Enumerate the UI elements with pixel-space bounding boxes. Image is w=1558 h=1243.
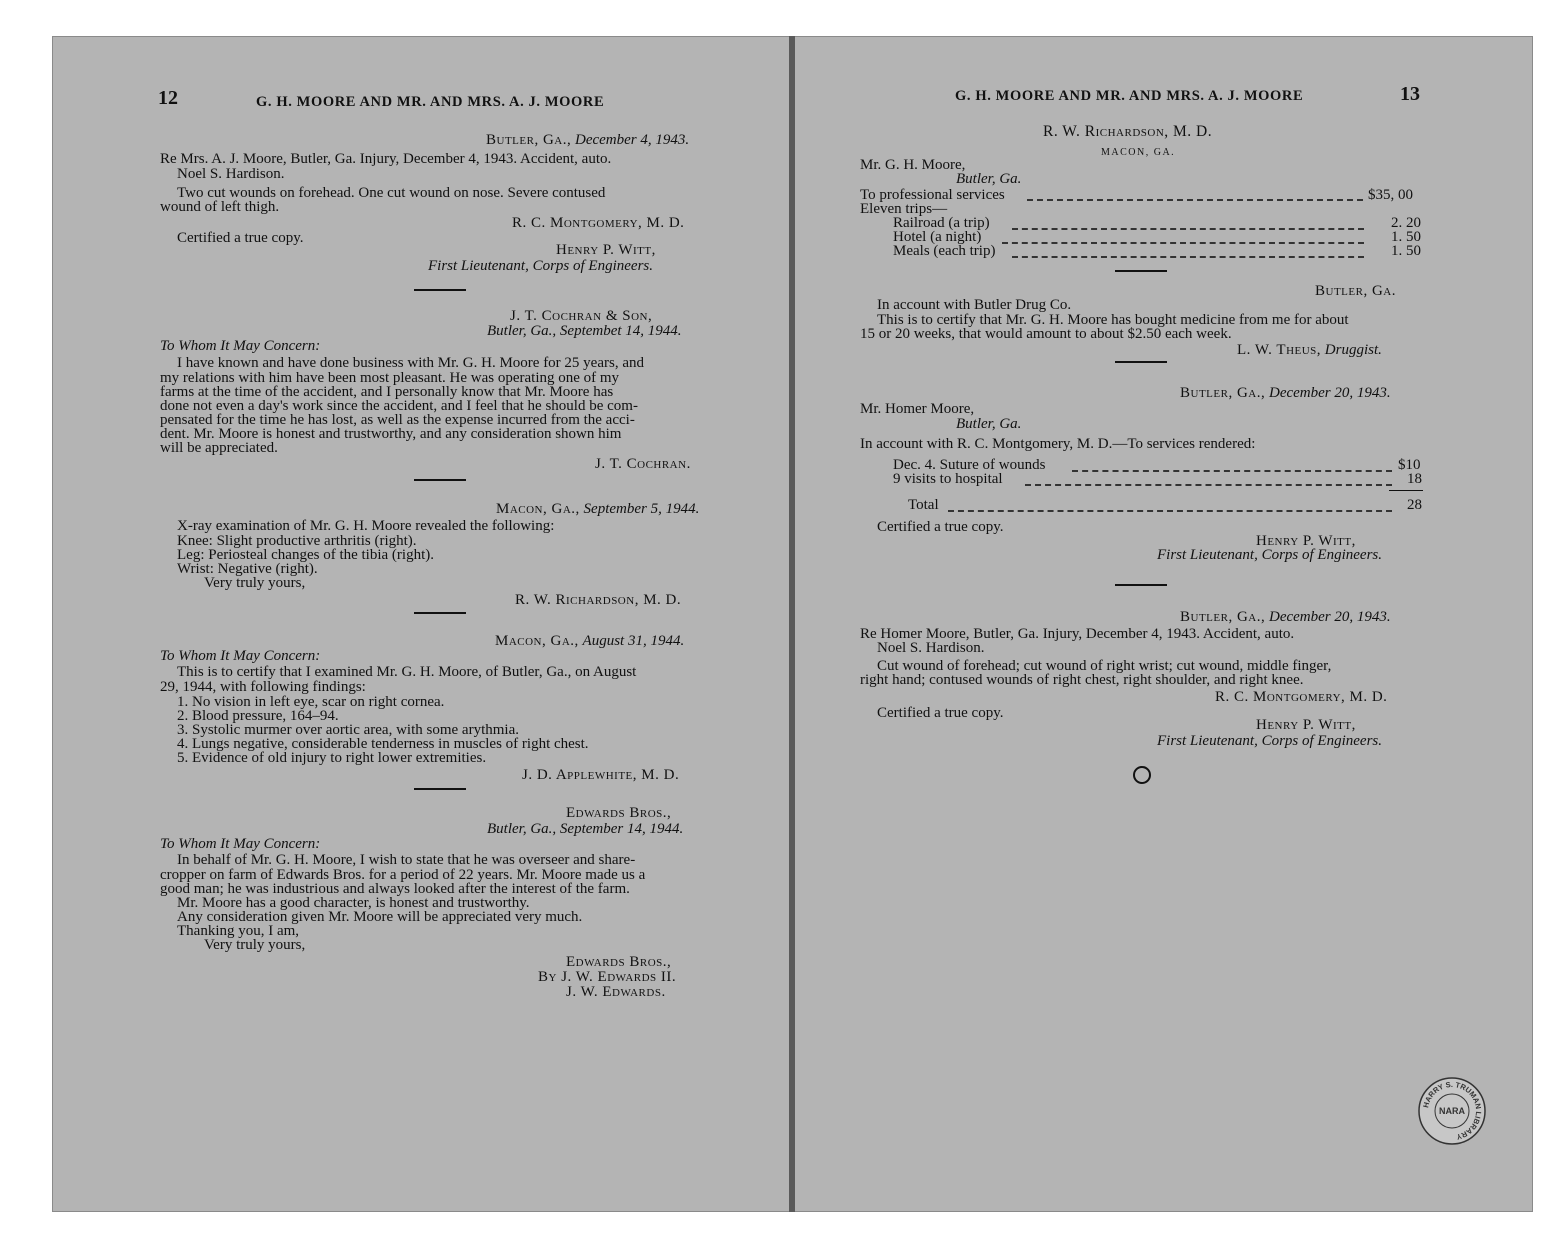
body-line: I have known and have done business with Mr. G. H. Moore for 25 years, and (177, 355, 644, 371)
item-amount: 1. 50 (1391, 229, 1421, 245)
dateline-place: Butler, Ga., (1180, 609, 1266, 625)
doctor-name: R. W. Richardson, M. D. (1043, 123, 1213, 140)
certified-line: Certified a true copy. (877, 519, 1004, 535)
section-divider (1115, 270, 1167, 272)
body-line: good man; he was industrious and always looked after the interest of the farm. (160, 881, 630, 897)
signature-title: Druggist. (1324, 342, 1382, 358)
body-line: my relations with him have been most pleasant. He was operating one of my (160, 370, 620, 386)
section-divider (414, 479, 466, 481)
body-line: In behalf of Mr. G. H. Moore, I wish to state that he was overseer and share- (177, 852, 636, 868)
body-line: done not even a day's work since the accident, and I feel that he should be com- (160, 398, 638, 414)
item-amount: 2. 20 (1391, 215, 1421, 231)
dateline-date: December 20, 1943. (1268, 385, 1391, 401)
account-line: In account with Butler Drug Co. (877, 297, 1072, 313)
item-label: Eleven trips— (860, 201, 948, 217)
sum-rule (1389, 490, 1423, 491)
book-gutter (789, 36, 795, 1212)
item-label: Meals (each trip) (893, 243, 996, 259)
item-amount: 18 (1407, 471, 1422, 487)
dateline-date: December 4, 1943. (574, 132, 690, 148)
item-label: Hotel (a night) (893, 229, 982, 245)
certified-line: Certified a true copy. (177, 230, 304, 246)
bill-to-name: Mr. G. H. Moore, (860, 157, 966, 173)
finding-item: 1. No vision in left eye, scar on right cornea. (177, 694, 445, 710)
dateline-place: Macon, Ga., (495, 633, 579, 649)
item-label: Dec. 4. Suture of wounds (893, 457, 1046, 473)
finding-item: 4. Lungs negative, considerable tenderness in muscles of right chest. (177, 736, 589, 752)
witness-title: First Lieutenant, Corps of Engineers. (1157, 547, 1382, 563)
finding-item: 2. Blood pressure, 164–94. (177, 708, 339, 724)
signature: J. D. Applewhite, M. D. (522, 767, 680, 783)
body-line: X-ray examination of Mr. G. H. Moore revealed the following: (177, 518, 555, 534)
circle-mark (1133, 766, 1151, 784)
body-line: 15 or 20 weeks, that would amount to about $2.50 each week. (860, 326, 1232, 342)
leader-dots (1072, 470, 1392, 472)
account-line: In account with R. C. Montgomery, M. D.—To services rendered: (860, 436, 1256, 452)
witness-name: Henry P. Witt, (1256, 533, 1356, 549)
body-line: This is to certify that I examined Mr. G. H. Moore, of Butler, Ga., on August (177, 664, 637, 680)
item-label: Railroad (a trip) (893, 215, 990, 231)
witness-title: First Lieutenant, Corps of Engineers. (428, 258, 653, 274)
salutation: To Whom It May Concern: (160, 338, 321, 354)
stamp-ring-text: HARRY S. TRUMAN LIBRARY (1421, 1079, 1484, 1142)
signature: By J. W. Edwards II. (538, 969, 677, 985)
body-line: Any consideration given Mr. Moore will be appreciated very much. (177, 909, 583, 925)
dateline-place: Butler, Ga., (1180, 385, 1266, 401)
re-line-2: Noel S. Hardison. (177, 166, 285, 182)
body-line: Leg: Periosteal changes of the tibia (right). (177, 547, 434, 563)
nara-library-stamp (1417, 1076, 1487, 1146)
body-line: right hand; contused wounds of right chest, right shoulder, and right knee. (860, 672, 1304, 688)
section-divider (1115, 584, 1167, 586)
body-line: Cut wound of forehead; cut wound of right wrist; cut wound, middle finger, (877, 658, 1332, 674)
item-amount: $10 (1398, 457, 1421, 473)
leader-dots (948, 510, 1392, 512)
body-line: Knee: Slight productive arthritis (right). (177, 533, 417, 549)
salutation: To Whom It May Concern: (160, 836, 321, 852)
signature-name: L. W. Theus, (1237, 342, 1322, 358)
body-line: Thanking you, I am, (177, 923, 300, 939)
running-head-right: G. H. MOORE AND MR. AND MRS. A. J. MOORE (955, 88, 1304, 104)
body-line: 29, 1944, with following findings: (160, 679, 366, 695)
certified-line: Certified a true copy. (877, 705, 1004, 721)
bill-place: Butler, Ga. (1315, 283, 1396, 299)
finding-item: 5. Evidence of old injury to right lower extremities. (177, 750, 487, 766)
total-label: Total (908, 497, 939, 513)
body-line: cropper on farm of Edwards Bros. for a period of 22 years. Mr. Moore made us a (160, 867, 646, 883)
firm-name: Edwards Bros., (566, 805, 672, 821)
dateline-place: Butler, Ga., (486, 132, 572, 148)
salutation: To Whom It May Concern: (160, 648, 321, 664)
item-label: To professional services (860, 187, 1005, 203)
section-divider (1115, 361, 1167, 363)
stamp-center-text: NARA (1439, 1106, 1465, 1116)
total-amount: 28 (1407, 497, 1422, 513)
finding-item: 3. Systolic murmer over aortic area, with some arythmia. (177, 722, 519, 738)
leader-dots (1025, 484, 1392, 486)
witness-name: Henry P. Witt, (556, 242, 656, 258)
leader-dots (1027, 199, 1363, 201)
signature: R. C. Montgomery, M. D. (512, 215, 685, 231)
signature: R. W. Richardson, M. D. (515, 592, 682, 608)
body-line: Two cut wounds on forehead. One cut wound on nose. Severe contused (177, 185, 606, 201)
item-label: 9 visits to hospital (893, 471, 1003, 487)
section-divider (414, 612, 466, 614)
dateline-date: August 31, 1944. (582, 633, 685, 649)
dateline-place: Macon, Ga., (496, 501, 580, 517)
signature: R. C. Montgomery, M. D. (1215, 689, 1388, 705)
leader-dots (1002, 242, 1364, 244)
body-line: wound of left thigh. (160, 199, 280, 215)
bill-to-place: Butler, Ga. (956, 171, 1022, 187)
leader-dots (1012, 256, 1364, 258)
witness-title: First Lieutenant, Corps of Engineers. (1157, 733, 1382, 749)
section-divider (414, 788, 466, 790)
body-line: farms at the time of the accident, and I personally know that Mr. Moore has (160, 384, 614, 400)
doctor-place: MACON, GA. (1101, 147, 1176, 158)
signature: J. W. Edwards. (566, 984, 666, 1000)
bill-to-name: Mr. Homer Moore, (860, 401, 975, 417)
body-line: pensated for the time he has lost, as well as the expense incurred from the acci- (160, 412, 635, 428)
leader-dots (1012, 228, 1364, 230)
running-head-left: G. H. MOORE AND MR. AND MRS. A. J. MOORE (256, 94, 605, 110)
body-line: Mr. Moore has a good character, is honest and trustworthy. (177, 895, 530, 911)
dateline: Butler, Ga., September 14, 1944. (487, 821, 684, 837)
page-number-left: 12 (158, 87, 178, 109)
firm-name: J. T. Cochran & Son, (510, 308, 653, 324)
bill-to-place: Butler, Ga. (956, 416, 1022, 432)
body-line: Wrist: Negative (right). (177, 561, 318, 577)
re-line: Re Homer Moore, Butler, Ga. Injury, December 4, 1943. Accident, auto. (860, 626, 1295, 642)
body-line: will be appreciated. (160, 440, 278, 456)
item-amount: $35, 00 (1368, 187, 1413, 203)
dateline: Butler, Ga., Septembet 14, 1944. (487, 323, 682, 339)
dateline-date: December 20, 1943. (1268, 609, 1391, 625)
closing: Very truly yours, (204, 575, 306, 591)
re-line: Re Mrs. A. J. Moore, Butler, Ga. Injury, December 4, 1943. Accident, auto. (160, 151, 612, 167)
page-number-right: 13 (1400, 83, 1420, 105)
body-line: This is to certify that Mr. G. H. Moore has bought medicine from me for about (877, 312, 1349, 328)
signature: Edwards Bros., (566, 954, 672, 970)
dateline-date: September 5, 1944. (583, 501, 700, 517)
body-line: dent. Mr. Moore is honest and trustworthy, and any consideration shown him (160, 426, 622, 442)
re-line-2: Noel S. Hardison. (877, 640, 985, 656)
witness-name: Henry P. Witt, (1256, 717, 1356, 733)
section-divider (414, 289, 466, 291)
closing: Very truly yours, (204, 937, 306, 953)
signature: J. T. Cochran. (595, 456, 691, 472)
item-amount: 1. 50 (1391, 243, 1421, 259)
